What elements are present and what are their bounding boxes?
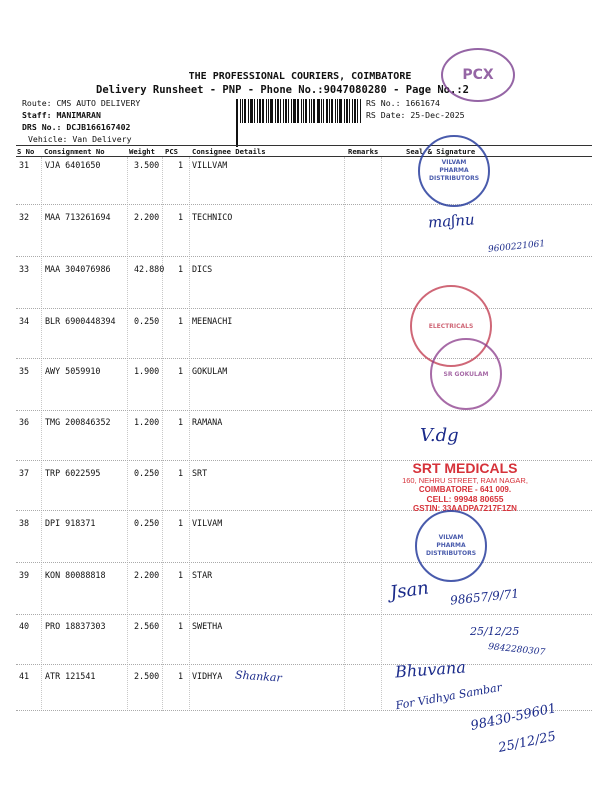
cell-pcs: 1 xyxy=(178,264,184,274)
barcode-bar xyxy=(331,99,333,123)
cell-weight: 0.250 xyxy=(134,316,160,326)
drs-number: DRS No.: DCJB166167402 xyxy=(22,122,131,132)
barcode-bar xyxy=(262,99,264,123)
cell-consignee: VILVAM xyxy=(192,518,223,528)
barcode-bar xyxy=(311,99,312,123)
cell-sno: 37 xyxy=(19,468,30,478)
for-note-row41: For Vidhya Sambar xyxy=(394,680,503,713)
barcode-bar xyxy=(357,99,358,123)
table-row xyxy=(0,570,600,584)
cell-consignee: VIDHYA xyxy=(192,671,223,681)
barcode-bar xyxy=(321,99,322,123)
pcx-stamp: PCX xyxy=(441,48,515,102)
cell-sno: 34 xyxy=(19,316,30,326)
runsheet-title: Delivery Runsheet - PNP - Phone No.:9047080280 - Page No.:2 xyxy=(96,84,469,96)
col-sno: S No xyxy=(17,147,35,156)
phone-row41: 98430-59601 xyxy=(469,701,558,734)
cell-consignment: KON 80088818 xyxy=(45,570,106,580)
barcode-bar xyxy=(236,99,238,123)
phone-row32: 9600221061 xyxy=(487,239,546,255)
barcode-bar xyxy=(291,99,292,123)
cell-consignee: GOKULAM xyxy=(192,366,228,376)
barcode-bar xyxy=(240,99,241,123)
cell-pcs: 1 xyxy=(178,417,184,427)
cell-sno: 33 xyxy=(19,264,30,274)
barcode-bar xyxy=(303,99,304,123)
srt-medicals-stamp xyxy=(382,460,548,513)
rs-date: RS Date: 25-Dec-2025 xyxy=(366,110,465,120)
row-divider xyxy=(16,614,592,615)
table-row xyxy=(0,316,600,330)
table-row xyxy=(0,417,600,431)
table-row xyxy=(0,264,600,278)
barcode-bar xyxy=(268,99,269,123)
phone-row40: 9842280307 xyxy=(487,642,546,658)
srt-cell: CELL: 99948 80655 xyxy=(426,494,504,504)
cell-consignee: TECHNICO xyxy=(192,212,233,222)
signature-row36: V.dg xyxy=(420,425,459,446)
cell-consignee: SRT xyxy=(192,468,208,478)
date-row41: 25/12/25 xyxy=(497,729,558,756)
barcode-bar xyxy=(270,99,273,123)
cell-weight: 42.880 xyxy=(134,264,165,274)
cell-consignment: VJA 6401650 xyxy=(45,160,101,170)
srt-address-line2: COIMBATORE - 641 009. xyxy=(418,485,512,494)
row-divider xyxy=(16,358,592,359)
barcode-bar xyxy=(344,99,345,123)
barcode-bar xyxy=(323,99,324,123)
cell-pcs: 1 xyxy=(178,621,184,631)
barcode-bar xyxy=(283,99,284,123)
signature-row39: Jsan xyxy=(388,577,431,604)
row-divider xyxy=(16,410,592,411)
company-title: THE PROFESSIONAL COURIERS, COIMBATORE xyxy=(188,71,412,82)
signature-row32: maʃnu xyxy=(427,210,476,232)
barcode-bar xyxy=(360,99,361,123)
cell-sno: 40 xyxy=(19,621,30,631)
srt-address-line1: 160, NEHRU STREET, RAM NAGAR, xyxy=(402,476,528,485)
cell-weight: 2.200 xyxy=(134,212,160,222)
gokulam-stamp: SR GOKULAM xyxy=(430,338,502,410)
cell-pcs: 1 xyxy=(178,671,184,681)
cell-pcs: 1 xyxy=(178,366,184,376)
col-weight: Weight xyxy=(129,147,155,156)
barcode-bar xyxy=(285,99,287,123)
cell-weight: 1.200 xyxy=(134,417,160,427)
srt-gstin: GSTIN: 33AADPA7217F1ZN xyxy=(413,504,517,513)
barcode-bar xyxy=(254,99,255,123)
signature-row41: Bhuvana xyxy=(394,657,467,682)
row-divider xyxy=(16,562,592,563)
col-remarks: Remarks xyxy=(348,147,379,156)
row-divider xyxy=(16,308,592,309)
cell-pcs: 1 xyxy=(178,212,184,222)
cell-pcs: 1 xyxy=(178,570,184,580)
barcode-bar xyxy=(293,99,296,123)
cell-weight: 2.560 xyxy=(134,621,160,631)
barcode-bar xyxy=(326,99,328,123)
barcode-bar xyxy=(242,99,243,123)
cell-consignment: TRP 6022595 xyxy=(45,468,101,478)
table-row xyxy=(0,671,600,685)
barcode-bar xyxy=(339,99,342,123)
col-signature: Seal & Signature xyxy=(406,147,476,156)
cell-sno: 39 xyxy=(19,570,30,580)
barcode-bar xyxy=(346,99,348,123)
barcode-bar xyxy=(244,99,246,123)
route-label: Route: CMS AUTO DELIVERY xyxy=(22,98,141,108)
vilvam-pharma-stamp-2: VILVAM PHARMA DISTRIBUTORS xyxy=(415,510,487,582)
cell-consignment: BLR 6900448394 xyxy=(45,316,116,326)
col-pcs: PCS xyxy=(165,147,178,156)
header-top-rule xyxy=(16,145,592,146)
table-row xyxy=(0,366,600,380)
barcode-bar xyxy=(248,99,249,123)
cell-pcs: 1 xyxy=(178,468,184,478)
vilvam-pharma-stamp: VILVAM PHARMA DISTRIBUTORS xyxy=(418,135,490,207)
cell-consignee: RAMANA xyxy=(192,417,223,427)
cell-consignee: DICS xyxy=(192,264,213,274)
row-divider xyxy=(16,256,592,257)
barcode-bar xyxy=(305,99,307,123)
table-row xyxy=(0,518,600,532)
barcode-bar xyxy=(349,99,350,123)
barcode xyxy=(236,99,364,123)
cell-consignment: ATR 121541 xyxy=(45,671,96,681)
barcode-bar xyxy=(257,99,258,123)
barcode-bar xyxy=(297,99,299,123)
row-divider xyxy=(16,204,592,205)
cell-sno: 41 xyxy=(19,671,30,681)
cell-pcs: 1 xyxy=(178,316,184,326)
cell-consignment: PRO 18837303 xyxy=(45,621,106,631)
barcode-bar xyxy=(313,99,315,123)
cell-consignee: SWETHA xyxy=(192,621,223,631)
cell-sno: 36 xyxy=(19,417,30,427)
table-row xyxy=(0,160,600,174)
header-bottom-rule xyxy=(16,156,592,157)
remark-row41: Shankar xyxy=(234,668,283,685)
cell-consignment: MAA 713261694 xyxy=(45,212,111,222)
cell-weight: 2.500 xyxy=(134,671,160,681)
date-row40: 25/12/25 xyxy=(470,625,520,638)
barcode-bar xyxy=(288,99,289,123)
barcode-bar xyxy=(259,99,261,123)
cell-pcs: 1 xyxy=(178,160,184,170)
barcode-bar xyxy=(337,99,338,123)
rs-number: RS No.: 1661674 xyxy=(366,98,440,108)
cell-consignment: AWY 5059910 xyxy=(45,366,101,376)
cell-sno: 32 xyxy=(19,212,30,222)
col-consignment: Consignment No xyxy=(44,147,105,156)
cell-consignee: VILLVAM xyxy=(192,160,228,170)
barcode-bar xyxy=(309,99,310,123)
cell-sno: 31 xyxy=(19,160,30,170)
srt-name: SRT MEDICALS xyxy=(412,460,518,476)
cell-weight: 0.250 xyxy=(134,518,160,528)
cell-weight: 1.900 xyxy=(134,366,160,376)
barcode-bar xyxy=(354,99,356,123)
barcode-bar xyxy=(275,99,276,123)
barcode-bar xyxy=(280,99,281,123)
barcode-bar xyxy=(277,99,279,123)
table-row xyxy=(0,212,600,226)
cell-weight: 0.250 xyxy=(134,468,160,478)
cell-consignment: TMG 200846352 xyxy=(45,417,111,427)
barcode-bar xyxy=(335,99,336,123)
row-divider xyxy=(16,664,592,665)
cell-consignment: DPI 918371 xyxy=(45,518,96,528)
barcode-bar xyxy=(301,99,302,123)
electricals-stamp: ELECTRICALS xyxy=(410,285,492,367)
cell-sno: 38 xyxy=(19,518,30,528)
staff-label: Staff: MANIMARAN xyxy=(22,110,101,120)
cell-weight: 2.200 xyxy=(134,570,160,580)
vehicle-label: Vehicle: Van Delivery xyxy=(28,134,132,144)
cell-pcs: 1 xyxy=(178,518,184,528)
col-consignee: Consignee Details xyxy=(192,147,266,156)
barcode-bar xyxy=(236,123,238,147)
barcode-bar xyxy=(250,99,253,123)
barcode-bar xyxy=(352,99,353,123)
cell-consignee: STAR xyxy=(192,570,213,580)
cell-weight: 3.500 xyxy=(134,160,160,170)
cell-consignee: MEENACHI xyxy=(192,316,233,326)
barcode-bar xyxy=(317,99,320,123)
phone-row39: 98657/9/71 xyxy=(449,586,520,608)
barcode-bar xyxy=(329,99,330,123)
barcode-bar xyxy=(266,99,267,123)
cell-consignment: MAA 304076986 xyxy=(45,264,111,274)
cell-sno: 35 xyxy=(19,366,30,376)
